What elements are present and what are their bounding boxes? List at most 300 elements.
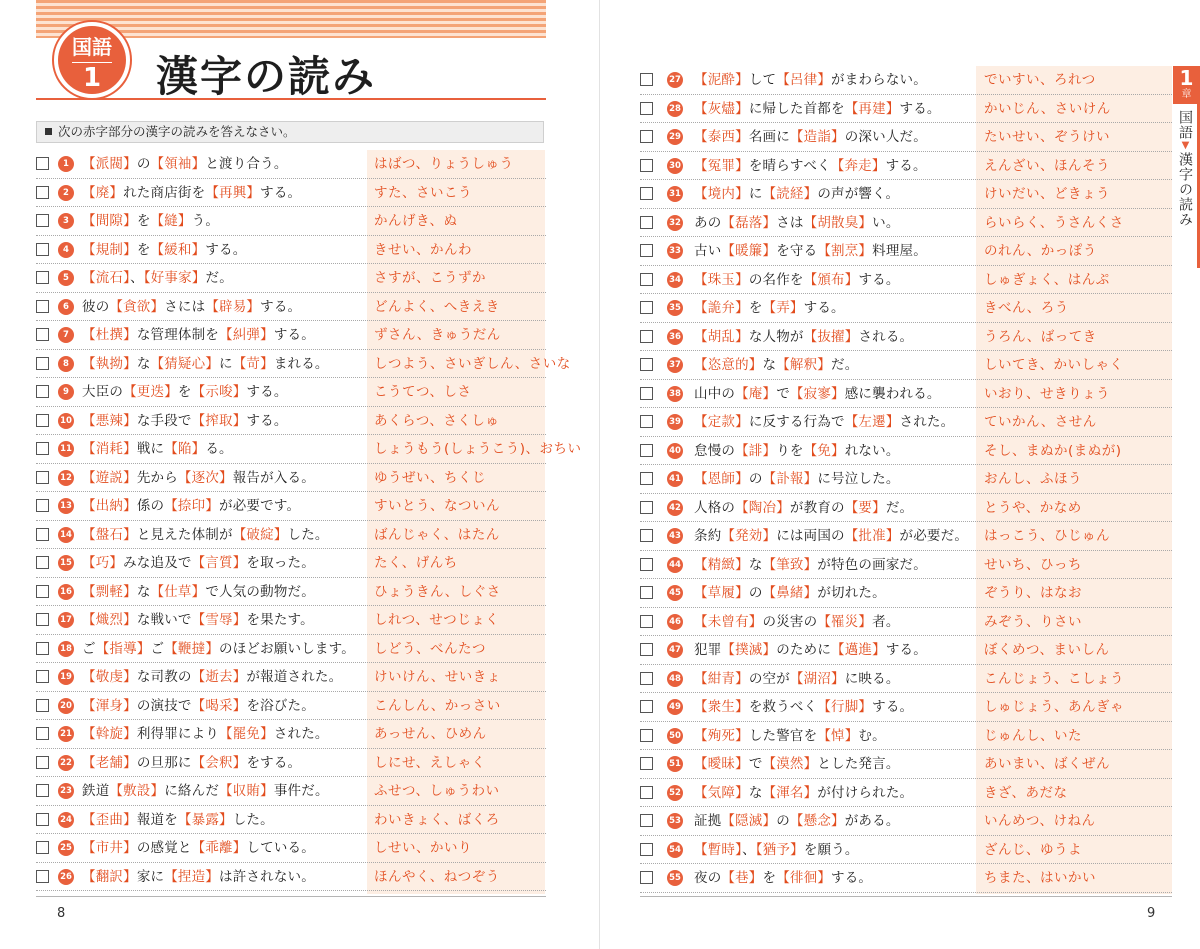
question-number: 37 (667, 357, 683, 373)
question-text-segment: する。 (899, 100, 941, 117)
question-text-segment: した。 (287, 526, 329, 543)
checkbox[interactable] (640, 672, 653, 685)
checkbox[interactable] (640, 130, 653, 143)
question-list-right (640, 66, 1172, 893)
question-text (82, 777, 329, 805)
question-number: 50 (667, 728, 683, 744)
question-number: 42 (667, 500, 683, 516)
answer-text: ずさん、きゅうだん (374, 327, 501, 343)
target-kanji: 【再建】 (844, 100, 900, 117)
question-row (36, 435, 582, 464)
question-text (82, 492, 300, 520)
question-row (640, 323, 1172, 352)
answer-text: あいまい、ばくぜん (984, 756, 1110, 772)
checkbox[interactable] (36, 243, 49, 256)
target-kanji: 【批准】 (844, 528, 900, 544)
question-text-segment: と見えた体制が (136, 526, 233, 543)
question-text-segment: された。 (899, 414, 955, 430)
square-bullet-icon (45, 128, 52, 135)
checkbox[interactable] (36, 727, 49, 740)
question-number: 35 (667, 300, 683, 316)
question-text-segment: と渡り合う。 (205, 156, 288, 172)
question-text-segment: する。 (885, 642, 927, 658)
target-kanji: 【邁進】 (831, 642, 886, 658)
checkbox[interactable] (36, 841, 49, 854)
answer-text: しつよう、さいぎしん、さいな (374, 355, 571, 372)
target-kanji: 【糾弾】 (219, 327, 274, 343)
question-text-segment: ご (150, 640, 165, 657)
question-row (36, 521, 546, 550)
question-text-segment: で人気の動物だ。 (205, 583, 315, 600)
question-row (36, 464, 546, 493)
question-text-segment: 料理屋。 (872, 243, 927, 259)
question-row (36, 806, 546, 835)
checkbox[interactable] (640, 615, 653, 628)
question-number: 10 (58, 413, 74, 429)
target-kanji: 【撲滅】 (721, 642, 777, 658)
question-text-segment: 鉄道 (82, 783, 110, 799)
checkbox[interactable] (36, 556, 49, 569)
question-text (694, 836, 859, 864)
answer-text: ざんじ、ゆうよ (984, 841, 1082, 858)
question-text-segment: を願う。 (803, 841, 859, 858)
target-kanji: 【造詣】 (789, 129, 845, 145)
target-kanji: 【隠滅】 (721, 813, 777, 829)
target-kanji: 【捏造】 (164, 868, 220, 885)
question-row (36, 321, 546, 350)
question-text-segment: 山中の (694, 385, 736, 402)
answer-text: うろん、ばってき (984, 328, 1097, 345)
question-row (36, 863, 546, 892)
answer-text: ばんじゃく、はたん (374, 526, 500, 543)
question-number: 55 (667, 870, 683, 886)
question-number: 4 (58, 242, 74, 258)
question-number: 25 (58, 840, 74, 856)
question-text-segment: 夜の (694, 870, 722, 886)
question-number: 17 (58, 612, 74, 628)
question-text (82, 720, 329, 748)
question-number: 1 (58, 156, 74, 172)
checkbox[interactable] (36, 784, 49, 797)
checkbox[interactable] (640, 786, 653, 799)
question-number: 9 (58, 384, 74, 400)
target-kanji: 【冤罪】 (694, 157, 749, 174)
checkbox[interactable] (640, 700, 653, 713)
target-kanji: 【泥酔】 (694, 72, 749, 88)
target-kanji: 【鞭撻】 (164, 640, 220, 657)
question-number: 45 (667, 585, 683, 601)
checkbox[interactable] (640, 729, 653, 742)
target-kanji: 【巧】 (82, 555, 124, 571)
target-kanji: 【発効】 (721, 528, 777, 544)
target-kanji: 【暖簾】 (721, 243, 777, 259)
target-kanji: 【雪辱】 (191, 612, 247, 628)
question-text-segment: 者。 (872, 613, 900, 630)
target-kanji: 【気障】 (694, 784, 749, 801)
checkbox[interactable] (36, 214, 49, 227)
question-number: 20 (58, 698, 74, 714)
checkbox[interactable] (640, 387, 653, 400)
checkbox[interactable] (36, 357, 49, 370)
question-row (36, 692, 546, 721)
target-kanji: 【更迭】 (123, 384, 178, 400)
question-row (640, 693, 1172, 722)
question-text-segment: を浴びた。 (246, 697, 315, 714)
checkbox[interactable] (640, 586, 653, 599)
target-kanji: 【老舗】 (82, 754, 137, 771)
question-text-segment: を取った。 (246, 555, 315, 571)
chapter-tab (1173, 66, 1200, 246)
answer-text: しにせ、えしゃく (374, 754, 486, 771)
checkbox[interactable] (36, 613, 49, 626)
question-number: 18 (58, 641, 74, 657)
checkbox[interactable] (640, 187, 653, 200)
question-row (640, 123, 1172, 152)
answer-text: ぼくめつ、まいしん (984, 642, 1110, 658)
question-text (82, 578, 315, 606)
checkbox[interactable] (36, 385, 49, 398)
question-number: 12 (58, 470, 74, 486)
checkbox[interactable] (640, 558, 653, 571)
target-kanji: 【泰西】 (694, 129, 749, 145)
question-number: 22 (58, 755, 74, 771)
target-kanji: 【遊説】 (82, 469, 137, 486)
question-text-segment: な (136, 583, 151, 600)
question-text (82, 606, 314, 634)
checkbox[interactable] (640, 330, 653, 343)
target-kanji: 【珠玉】 (694, 271, 749, 288)
checkbox[interactable] (640, 843, 653, 856)
target-kanji: 【貪欲】 (109, 298, 165, 315)
question-number: 21 (58, 726, 74, 742)
checkbox[interactable] (36, 528, 49, 541)
question-text-segment: 古い (694, 243, 722, 259)
question-text-segment: した警官を (748, 727, 818, 744)
question-number: 28 (667, 101, 683, 117)
question-text-segment: する。 (831, 870, 873, 886)
question-row (640, 408, 1172, 437)
question-text-segment: する。 (273, 327, 315, 343)
question-row (36, 293, 546, 322)
question-text (82, 549, 315, 577)
question-text (82, 293, 301, 321)
target-kanji: 【解釈】 (776, 357, 832, 373)
target-kanji: 【罹災】 (817, 613, 873, 630)
section-badge (52, 20, 132, 100)
question-number: 48 (667, 671, 683, 687)
checkbox[interactable] (36, 186, 49, 199)
question-row (36, 606, 546, 635)
checkbox[interactable] (640, 358, 653, 371)
question-text-segment: する。 (246, 384, 288, 400)
question-row (640, 579, 1172, 608)
question-text (82, 350, 329, 378)
checkbox[interactable] (640, 159, 653, 172)
question-text-segment: が必要です。 (219, 498, 301, 514)
checkbox[interactable] (36, 499, 49, 512)
target-kanji: 【熾烈】 (82, 612, 137, 628)
checkbox[interactable] (640, 472, 653, 485)
question-number: 43 (667, 528, 683, 544)
question-text-segment: をする。 (246, 754, 302, 771)
question-text (694, 408, 954, 436)
question-row (640, 66, 1172, 95)
question-text (694, 180, 899, 208)
target-kanji: 【境内】 (694, 186, 749, 202)
question-text-segment: な (748, 556, 763, 573)
question-text-segment: が報道された。 (246, 669, 343, 685)
target-kanji: 【恩師】 (694, 471, 749, 487)
checkbox[interactable] (640, 273, 653, 286)
question-row (640, 437, 1172, 466)
checkbox[interactable] (36, 585, 49, 598)
target-kanji: 【巷】 (721, 870, 763, 886)
answer-text: おんし、ふほう (984, 471, 1082, 487)
question-text-segment: を救うべく (748, 699, 818, 715)
question-text (82, 806, 274, 834)
question-number: 47 (667, 642, 683, 658)
question-text-segment: れた商店街を (123, 184, 206, 201)
question-row (640, 351, 1172, 380)
answer-text: ちまた、はいかい (984, 870, 1096, 886)
question-text-segment: の (136, 156, 151, 172)
question-text (694, 779, 913, 807)
question-row (640, 294, 1172, 323)
target-kanji: 【剽軽】 (82, 583, 137, 600)
checkbox[interactable] (36, 642, 49, 655)
question-text-segment: する。 (803, 300, 845, 316)
question-number: 5 (58, 270, 74, 286)
target-kanji: 【会釈】 (191, 754, 247, 771)
question-text-segment: に反する行為で (748, 414, 845, 430)
target-kanji: 【収賄】 (219, 783, 274, 799)
target-kanji: 【猶予】 (755, 841, 804, 858)
question-number: 30 (667, 158, 683, 174)
question-text-segment: の演技で (136, 697, 192, 714)
chapter-tab-topic-text: 漢字の読み (1177, 152, 1193, 227)
answer-text: はっこう、ひじゅん (984, 528, 1110, 544)
triangle-down-icon: ▼ (1180, 140, 1191, 152)
question-text (82, 521, 329, 549)
target-kanji: 【読経】 (762, 186, 818, 202)
question-text-segment: 人格の (694, 499, 736, 516)
target-kanji: 【敷設】 (109, 783, 165, 799)
question-text-segment: して (748, 72, 777, 88)
question-row (640, 722, 1172, 751)
checkbox[interactable] (640, 301, 653, 314)
question-text-segment: の空が (748, 670, 790, 687)
target-kanji: 【喝采】 (191, 697, 247, 714)
checkbox[interactable] (640, 216, 653, 229)
checkbox[interactable] (640, 814, 653, 827)
question-text (82, 663, 342, 691)
question-number: 46 (667, 614, 683, 630)
target-kanji: 【暫時】 (694, 841, 743, 858)
question-text-segment: な (748, 784, 763, 801)
question-text-segment: が切れた。 (817, 585, 886, 601)
target-kanji: 【懸念】 (789, 813, 845, 829)
checkbox[interactable] (640, 73, 653, 86)
checkbox[interactable] (36, 670, 49, 683)
checkbox[interactable] (640, 643, 653, 656)
question-text-segment: だ。 (885, 499, 914, 516)
question-text-segment: 大臣の (82, 384, 124, 400)
question-text (82, 407, 288, 435)
answer-text: きざ、あだな (984, 784, 1068, 801)
checkbox[interactable] (36, 442, 49, 455)
page-number: 8 (57, 906, 66, 921)
checkbox[interactable] (36, 870, 49, 883)
question-text-segment: 、 (130, 270, 144, 286)
target-kanji: 【奔走】 (830, 157, 886, 174)
question-text-segment: とした発言。 (817, 756, 900, 772)
target-kanji: 【免】 (803, 442, 845, 459)
target-kanji: 【緩和】 (150, 241, 206, 258)
answer-text: すた、さいこう (374, 184, 472, 201)
question-text (694, 551, 927, 579)
instruction-text: 次の赤字部分の漢字の読みを答えなさい。 (58, 124, 296, 139)
question-number: 3 (58, 213, 74, 229)
question-text (82, 207, 219, 235)
question-text (694, 608, 900, 636)
answer-text: たいせい、ぞうけい (984, 129, 1110, 145)
question-number: 44 (667, 557, 683, 573)
question-number: 41 (667, 471, 683, 487)
answer-text: わいきょく、ばくろ (374, 811, 500, 828)
target-kanji: 【仕草】 (150, 583, 206, 600)
checkbox[interactable] (36, 328, 49, 341)
question-text (694, 750, 900, 778)
question-text-segment: の旦那に (136, 754, 192, 771)
question-row (640, 636, 1172, 665)
checkbox[interactable] (640, 244, 653, 257)
question-text-segment: 感に襲われる。 (844, 385, 941, 402)
question-row (640, 836, 1172, 865)
question-text-segment: 家に (136, 868, 165, 885)
answer-text: じゅんし、いた (984, 727, 1082, 744)
question-row (36, 407, 546, 436)
checkbox[interactable] (36, 813, 49, 826)
question-text (694, 665, 900, 693)
checkbox[interactable] (36, 157, 49, 170)
question-text-segment: さは (776, 214, 804, 231)
question-row (640, 209, 1172, 238)
target-kanji: 【湖沼】 (789, 670, 845, 687)
page-title: 漢字の読み (156, 52, 377, 101)
answer-text: あくらつ、さくしゅ (374, 412, 500, 429)
checkbox[interactable] (36, 300, 49, 313)
question-list-left (36, 150, 582, 891)
question-text-segment: を (748, 300, 763, 316)
question-text (82, 749, 301, 777)
checkbox[interactable] (36, 756, 49, 769)
question-row (640, 750, 1172, 779)
target-kanji: 【陥】 (164, 441, 206, 457)
target-kanji: 【恣意的】 (694, 357, 763, 373)
checkbox[interactable] (640, 415, 653, 428)
question-row (36, 150, 546, 179)
checkbox[interactable] (640, 871, 653, 884)
question-text-segment: さには (164, 298, 206, 315)
section-badge-circle (58, 26, 126, 94)
checkbox[interactable] (36, 699, 49, 712)
target-kanji: 【指導】 (95, 640, 151, 657)
target-kanji: 【定款】 (694, 414, 749, 430)
question-text-segment: に映る。 (844, 670, 900, 687)
question-text-segment: を守る (776, 243, 818, 259)
question-row (36, 549, 546, 578)
right-page (600, 0, 1200, 949)
question-text-segment: する。 (260, 184, 302, 201)
answer-text: ほんやく、ねつぞう (374, 868, 500, 885)
answer-text: でいすい、ろれつ (984, 72, 1096, 88)
target-kanji: 【殉死】 (694, 727, 749, 744)
question-row (640, 180, 1172, 209)
target-kanji: 【左遷】 (844, 414, 900, 430)
target-kanji: 【杜撰】 (82, 327, 137, 343)
checkbox[interactable] (36, 271, 49, 284)
checkbox[interactable] (36, 471, 49, 484)
target-kanji: 【寂寥】 (789, 385, 845, 402)
chapter-tab-header (1173, 66, 1200, 104)
question-text-segment: の声が響く。 (817, 186, 900, 202)
question-row (640, 465, 1172, 494)
question-number: 27 (667, 72, 683, 88)
question-text (82, 435, 233, 463)
question-text (694, 323, 913, 351)
answer-text: すいとう、なついん (374, 498, 500, 514)
answer-text: かんげき、ぬ (374, 213, 458, 229)
question-text-segment: する。 (260, 298, 302, 315)
target-kanji: 【未曾有】 (694, 613, 763, 630)
target-kanji: 【弄】 (762, 300, 804, 316)
question-number: 16 (58, 584, 74, 600)
question-text (694, 522, 968, 550)
question-text (82, 834, 315, 862)
question-text-segment: な戦いで (136, 612, 192, 628)
target-kanji: 【紺青】 (694, 670, 749, 687)
answer-text: えんざい、ほんそう (984, 157, 1110, 174)
question-text-segment: を晴らすべく (748, 157, 831, 174)
question-text-segment: には両国の (776, 528, 845, 544)
answer-text: こんしん、かっさい (374, 697, 501, 714)
question-text-segment: を (762, 870, 777, 886)
target-kanji: 【誹】 (735, 442, 777, 459)
question-text-segment: する。 (885, 157, 927, 174)
checkbox[interactable] (640, 501, 653, 514)
question-text-segment: がある。 (844, 813, 900, 829)
question-text (82, 264, 233, 292)
checkbox[interactable] (640, 529, 653, 542)
target-kanji: 【消耗】 (82, 441, 137, 457)
question-number: 11 (58, 441, 74, 457)
target-kanji: 【鼻緒】 (762, 585, 818, 601)
answer-text: あっせん、ひめん (374, 726, 487, 742)
question-text (694, 95, 941, 123)
question-row (640, 237, 1172, 266)
checkbox[interactable] (36, 414, 49, 427)
question-number: 51 (667, 756, 683, 772)
checkbox[interactable] (640, 102, 653, 115)
question-text (694, 209, 900, 237)
question-text-segment: 事件だ。 (273, 783, 329, 799)
question-text-segment: する。 (205, 241, 247, 258)
checkbox[interactable] (640, 757, 653, 770)
question-row (36, 179, 546, 208)
checkbox[interactable] (640, 444, 653, 457)
target-kanji: 【言質】 (191, 555, 247, 571)
question-text (694, 579, 886, 607)
